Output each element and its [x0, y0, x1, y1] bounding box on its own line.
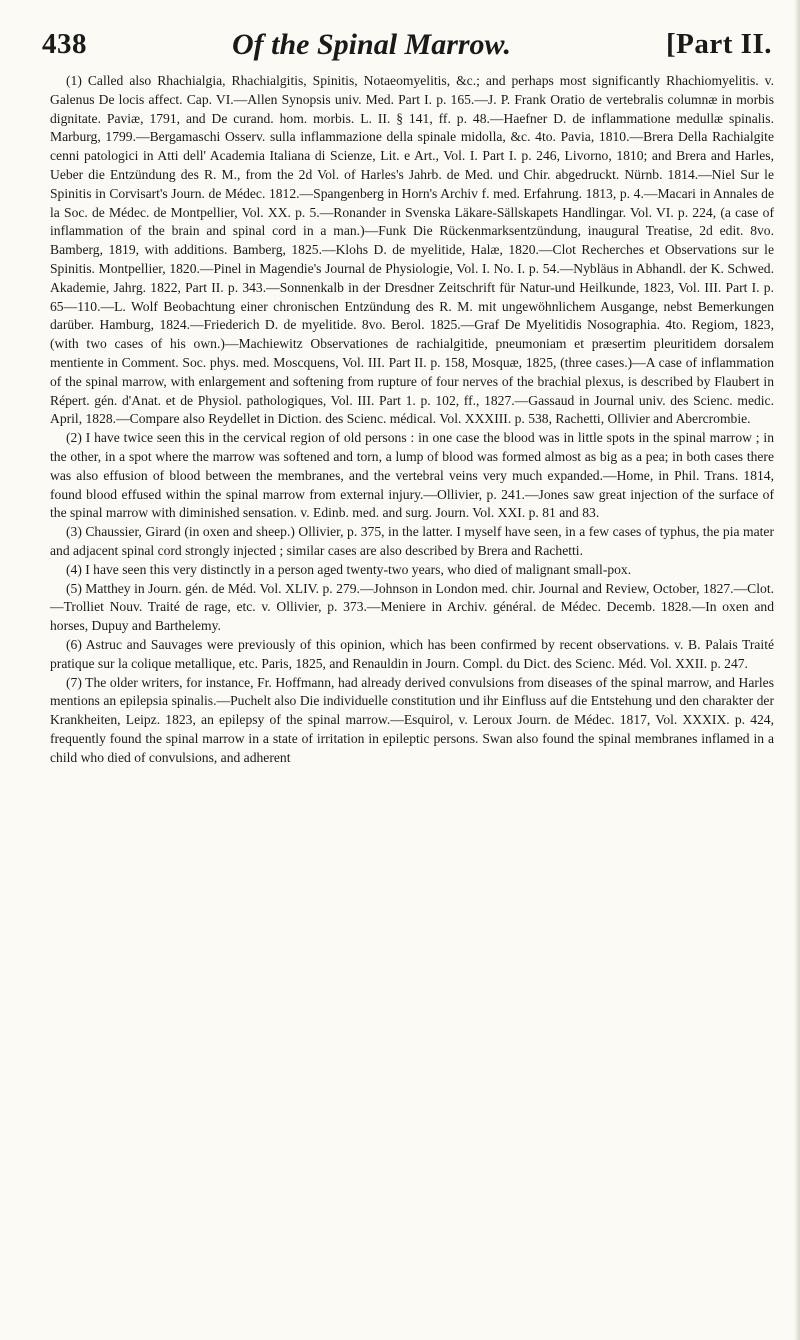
part-label: [Part II. — [666, 28, 772, 60]
footnote-7: (7) The older writers, for instance, Fr. Hoffmann, had already derived convulsions from diseases of the spinal marrow, and Harles mentions an epilepsia spinalis.—Puchelt also Die individuelle constitution und ihr Einfluss auf die Entstehung und den charakter der Krankheiten, Leipz. 1823, an epilepsy of the spinal marrow.—Esquirol, v. Leroux Journ. de Médec. 1817, Vol. XXXIX. p. 424, frequently found the spinal marrow in a state of irritation in epileptic persons. Swan also found the spinal membranes inflamed in a child who died of convulsions, and adherent — [50, 674, 774, 765]
footnote-6: (6) Astruc and Sauvages were previously of this opinion, which has been confirmed by recent observations. v. B. Palais Traité pratique sur la colique metallique, etc. Paris, 1825, and Renauldin in Journ. Compl. du Dict. des Scienc. Méd. Vol. XXII. p. 247. — [50, 636, 774, 671]
footnote-5: (5) Matthey in Journ. gén. de Méd. Vol. XLIV. p. 279.—Johnson in London med. chir. Journal and Review, October, 1827.—Clot.—Trolliet Nouv. Traité de rage, etc. v. Ollivier, p. 373.—Meniere in Archiv. général. de Médec. Decemb. 1828.—In oxen and horses, Dupuy and Barthelemy. — [50, 580, 774, 634]
running-title: Of the Spinal Marrow. — [232, 28, 511, 61]
footnote-3: (3) Chaussier, Girard (in oxen and sheep.) Ollivier, p. 375, in the latter. I myself have seen, in a few cases of typhus, the pia mater and adjacent spinal cord strongly injected ; similar cases are also described by Brera and Rachetti. — [50, 524, 774, 558]
footnote-1: (1) Called also Rhachialgia, Rhachialgitis, Spinitis, Notaeomyelitis, &c.; and perhaps most significantly Rhachiomyelitis. v. Galenus De locis affect. Cap. VI.—Allen Synopsis univ. Med. Part I. p. 165.—J. P. Frank Oratio de vertebralis columnæ in morbis dignitate. Paviæ, 1791, and De curand. hom. morbis. L. II. § 141, ff. p. 48.—Haefner D. de inflammatione medullæ spinalis. Marburg, 1799.—Bergamaschi Osserv. sulla inflammazione della spinale midolla, &c. 4to. Pavia, 1810.—Brera Della Rachialgite cenni patologici in Atti dell' Academia Italiana di Scienze, Lit. e Art., Vol. I. Part I. p. 246, Livorno, 1810; and Brera and Harles, Ueber die Entzündung des R. M., from the 2d Vol. of Harles's Jahrb. de Med. und Chir. abgedruckt. Nürnb. 1814.—Niel Sur le Spinitis in Corvisart's Journ. de Médec. 1812.—Spangenberg in Horn's Archiv f. med. Erfahrung. 1813, p. 4.—Macari in Annales de la Soc. de Médec. de Montpellier, Vol. XX. p. 5.—Ronander in Svenska Läkare-Sällskapets Handlingar. Vol. VI. p. 224, (a case of inflammation of the brain and spinal cord in a man.)—Funk Die Rückenmarksentzündung, inaugural Treatise, 2d edit. 8vo. Bamberg, 1819, with additions. Bamberg, 1825.—Klohs D. de myelitide, Halæ, 1820.—Clot Recherches et Observations sur le Spinitis. Montpellier, 1820.—Pinel in Magendie's Journal de Physiologie, Vol. I. No. I. p. 54.—Nybläus in Abhandl. der K. Schwed. Akademie, Jahrg. 1822, Part II. p. 343.—Sonnenkalb in der Dresdner Zeitschrift für Natur-und Heilkunde, 1823, Vol. III. Part I. p. 65—110.—L. Wolf Beobachtung einer chronischen Entzündung des R. M. mit ungewöhnlichem Ausgange, nebst Bemerkungen darüber. Hamburg, 1824.—Friederich D. de myelitide. 8vo. Berol. 1825.—Graf De Myelitidis Nosographia. 4to. Regiom, 1823, (with two cases of his own.)—Machiewitz Observationes de rachialgitide, pneumoniam et præsertim pleuritidem dorsalem mentiente in Comment. Soc. phys. med. Moscquens, Vol. III. Part II. p. 158, Mosquæ, 1825, (three cases.)—A case of inflammation of the spinal marrow, with enlargement and softening from rupture of four nerves of the brachial plexus, is described by Flaubert in Répert. gén. d'Anat. et de Physiol. pathologiques, Vol. III. Part 1. p. 102, ff., 1827.—Gassaud in Journal univ. des Scienc. medic. April, 1828.—Compare also Reydellet in Diction. des Scienc. médical. Vol. XXXIII. p. 538, Rachetti, Ollivier and Abercrombie. — [50, 73, 774, 427]
footnotes-body — [50, 72, 774, 767]
running-head — [42, 28, 772, 68]
page-number: 438 — [42, 28, 87, 60]
page-edge-shadow — [794, 0, 800, 1340]
footnote-4: (4) I have seen this very distinctly in a person aged twenty-two years, who died of malignant small-pox. — [66, 561, 632, 577]
footnote-2: (2) I have twice seen this in the cervical region of old persons : in one case the blood was in little spots in the spinal marrow ; in the other, in a spot where the marrow was softened and torn, a lump of blood was formed almost as big as a pea; in both cases there was also effusion of blood between the membranes, and the vertebral veins very much expanded.—Home, in Phil. Trans. 1814, found blood effused within the spinal marrow from external injury.—Ollivier, p. 241.—Jones saw great injection of the surface of the spinal marrow with diminished sensation. v. Edinb. med. and surg. Journ. Vol. XXI. p. 81 and 83. — [50, 430, 774, 521]
